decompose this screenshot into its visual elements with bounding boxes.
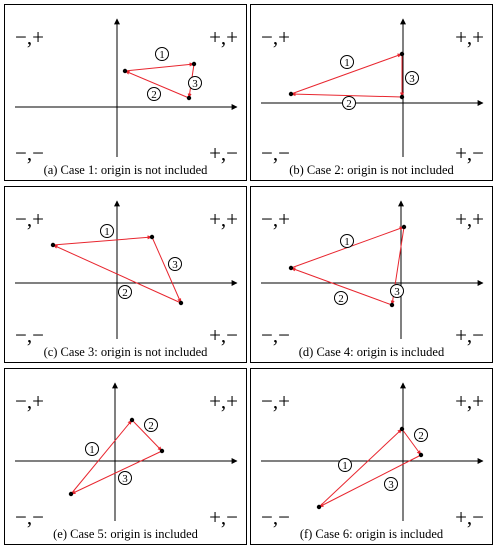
quadrant-label-top-right: +,+ bbox=[455, 389, 484, 413]
quadrant-label-top-left: −,+ bbox=[261, 25, 290, 49]
svg-text:3: 3 bbox=[192, 78, 198, 90]
edge-label-1 bbox=[101, 225, 114, 239]
quadrant-label-top-left: −,+ bbox=[15, 207, 44, 231]
edge-label-3 bbox=[406, 72, 419, 86]
edge-label-1 bbox=[341, 235, 354, 249]
panel-4 bbox=[250, 186, 493, 363]
edge-label-2 bbox=[335, 292, 348, 306]
quadrant-label-bottom-right: +,− bbox=[209, 141, 238, 165]
svg-text:1: 1 bbox=[344, 236, 350, 248]
quadrant-label-bottom-left: −,− bbox=[15, 323, 44, 347]
triangle-vertex bbox=[123, 69, 127, 73]
svg-text:1: 1 bbox=[344, 57, 350, 69]
edge-label-2 bbox=[145, 419, 158, 433]
triangle-vertex bbox=[400, 427, 404, 431]
edge-label-3 bbox=[391, 285, 404, 299]
triangle-vertex bbox=[51, 243, 55, 247]
quadrant-label-bottom-left: −,− bbox=[261, 141, 290, 165]
triangle-vertex bbox=[289, 92, 293, 96]
edge-label-3 bbox=[385, 478, 398, 492]
triangle-vertex bbox=[160, 449, 164, 453]
quadrant-label-top-right: +,+ bbox=[209, 389, 238, 413]
quadrant-label-bottom-left: −,− bbox=[15, 505, 44, 529]
edge-label-2 bbox=[343, 97, 356, 111]
svg-text:3: 3 bbox=[409, 73, 415, 85]
panel-caption: (d) Case 4: origin is included bbox=[298, 345, 445, 359]
quadrant-label-bottom-left: −,− bbox=[261, 505, 290, 529]
quadrant-label-top-right: +,+ bbox=[455, 25, 484, 49]
svg-text:2: 2 bbox=[346, 98, 352, 110]
panel-1 bbox=[4, 4, 247, 181]
triangle-vertex bbox=[130, 418, 134, 422]
triangle-vertex bbox=[402, 225, 406, 229]
svg-text:3: 3 bbox=[122, 473, 128, 485]
edge-label-1 bbox=[339, 459, 352, 473]
triangle-vertex bbox=[150, 235, 154, 239]
quadrant-label-bottom-right: +,− bbox=[209, 323, 238, 347]
panel-2 bbox=[250, 4, 493, 181]
edge-label-1 bbox=[86, 443, 99, 457]
triangle-edge bbox=[319, 455, 421, 507]
quadrant-label-top-right: +,+ bbox=[455, 207, 484, 231]
edge-label-2 bbox=[119, 286, 132, 300]
triangle-vertex bbox=[419, 453, 423, 457]
edge-label-3 bbox=[189, 77, 202, 91]
edge-label-2 bbox=[148, 88, 161, 102]
svg-text:2: 2 bbox=[418, 430, 424, 442]
quadrant-label-bottom-right: +,− bbox=[455, 141, 484, 165]
quadrant-label-bottom-right: +,− bbox=[455, 505, 484, 529]
svg-text:2: 2 bbox=[122, 287, 128, 299]
svg-text:1: 1 bbox=[342, 460, 348, 472]
edge-label-1 bbox=[156, 48, 169, 62]
svg-text:3: 3 bbox=[394, 286, 400, 298]
panel-caption: (f) Case 6: origin is included bbox=[299, 527, 444, 541]
quadrant-label-bottom-right: +,− bbox=[455, 323, 484, 347]
svg-text:2: 2 bbox=[338, 293, 344, 305]
panel-6 bbox=[250, 368, 493, 545]
quadrant-label-bottom-right: +,− bbox=[209, 505, 238, 529]
edge-label-1 bbox=[341, 56, 354, 70]
quadrant-label-top-left: −,+ bbox=[261, 207, 290, 231]
triangle-edge bbox=[319, 429, 402, 507]
edge-label-3 bbox=[169, 258, 182, 272]
triangle-vertex bbox=[192, 62, 196, 66]
panel-caption: (c) Case 3: origin is not included bbox=[43, 345, 208, 359]
triangle-vertex bbox=[187, 96, 191, 100]
panel-caption: (a) Case 1: origin is not included bbox=[43, 163, 208, 177]
panel-3 bbox=[4, 186, 247, 363]
quadrant-label-bottom-left: −,− bbox=[261, 323, 290, 347]
triangle-edge bbox=[71, 451, 162, 494]
triangle-vertex bbox=[317, 505, 321, 509]
quadrant-label-top-right: +,+ bbox=[209, 25, 238, 49]
triangle-edge bbox=[53, 237, 152, 245]
panel-5 bbox=[4, 368, 247, 545]
triangle-vertex bbox=[400, 52, 404, 56]
quadrant-label-top-right: +,+ bbox=[209, 207, 238, 231]
svg-text:2: 2 bbox=[148, 420, 154, 432]
svg-text:3: 3 bbox=[172, 259, 178, 271]
svg-text:1: 1 bbox=[89, 444, 95, 456]
triangle-vertex bbox=[400, 95, 404, 99]
panel-caption: (b) Case 2: origin is not included bbox=[289, 163, 454, 177]
triangle-vertex bbox=[179, 301, 183, 305]
svg-text:1: 1 bbox=[159, 49, 165, 61]
svg-text:3: 3 bbox=[388, 479, 394, 491]
quadrant-label-bottom-left: −,− bbox=[15, 141, 44, 165]
edge-label-3 bbox=[119, 472, 132, 486]
quadrant-label-top-left: −,+ bbox=[15, 389, 44, 413]
quadrant-label-top-left: −,+ bbox=[15, 25, 44, 49]
panel-caption: (e) Case 5: origin is included bbox=[53, 527, 198, 541]
edge-label-2 bbox=[415, 429, 428, 443]
triangle-vertex bbox=[289, 266, 293, 270]
quadrant-label-top-left: −,+ bbox=[261, 389, 290, 413]
triangle-vertex bbox=[390, 303, 394, 307]
svg-text:1: 1 bbox=[104, 226, 110, 238]
svg-text:2: 2 bbox=[151, 89, 157, 101]
triangle-vertex bbox=[69, 492, 73, 496]
triangle-edge bbox=[125, 64, 194, 71]
